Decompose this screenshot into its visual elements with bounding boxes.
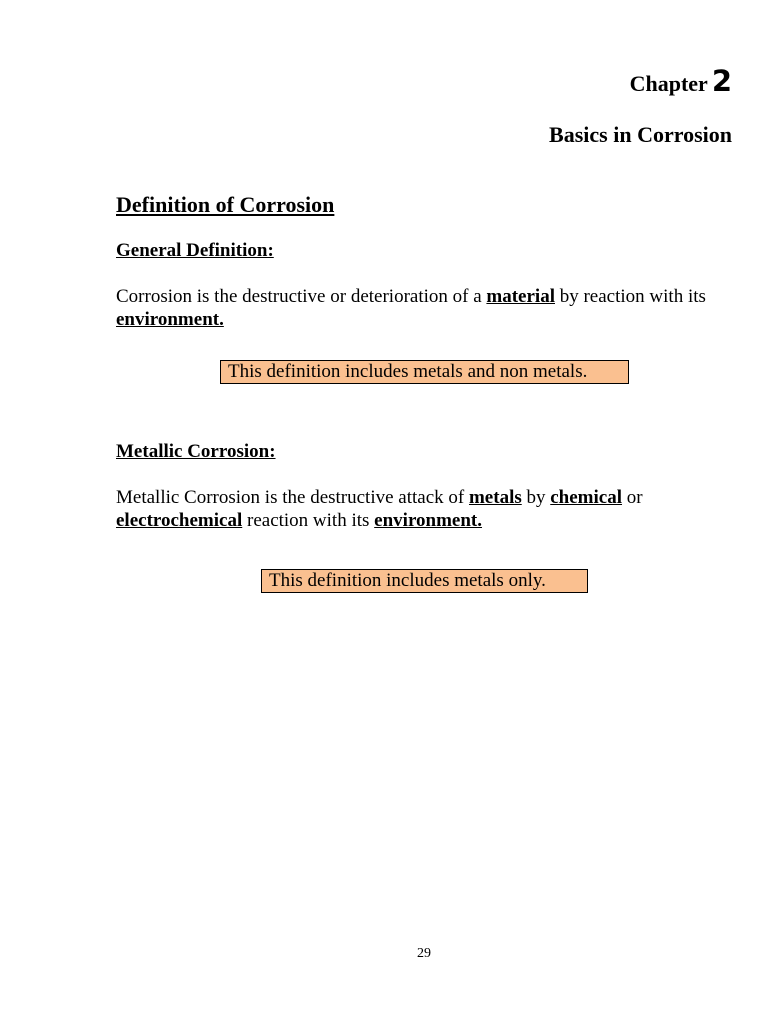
page-number: 29 — [417, 946, 431, 961]
general-definition-paragraph — [116, 285, 736, 331]
paragraph-text: Corrosion is the destructive or deterioration of a — [116, 286, 487, 307]
keyword-environment: environment. — [116, 309, 224, 330]
section-title: Definition of Corrosion — [116, 192, 335, 217]
general-definition-heading: General Definition: — [116, 240, 274, 261]
chapter-title: Basics in Corrosion — [549, 122, 732, 147]
chapter-number: 2 — [711, 64, 732, 98]
paragraph-text: reaction with its — [242, 510, 375, 531]
keyword-material: material — [486, 286, 555, 307]
keyword-chemical: chemical — [550, 487, 623, 508]
paragraph-text: Metallic Corrosion is the destructive attack of — [116, 487, 469, 508]
keyword-metals: metals — [468, 487, 522, 508]
metallic-corrosion-heading: Metallic Corrosion: — [116, 441, 276, 462]
keyword-electrochemical: electrochemical — [116, 510, 243, 531]
paragraph-text: or — [622, 487, 643, 508]
paragraph-text: by reaction with its — [554, 286, 706, 307]
metallic-corrosion-paragraph — [116, 486, 736, 532]
chapter-heading — [630, 64, 732, 98]
paragraph-text: by — [521, 487, 551, 508]
metallic-corrosion-note: This definition includes metals only. — [261, 569, 588, 593]
chapter-word: Chapter — [629, 71, 708, 96]
keyword-environment: environment. — [374, 510, 483, 531]
general-definition-note: This definition includes metals and non metals. — [220, 360, 629, 384]
